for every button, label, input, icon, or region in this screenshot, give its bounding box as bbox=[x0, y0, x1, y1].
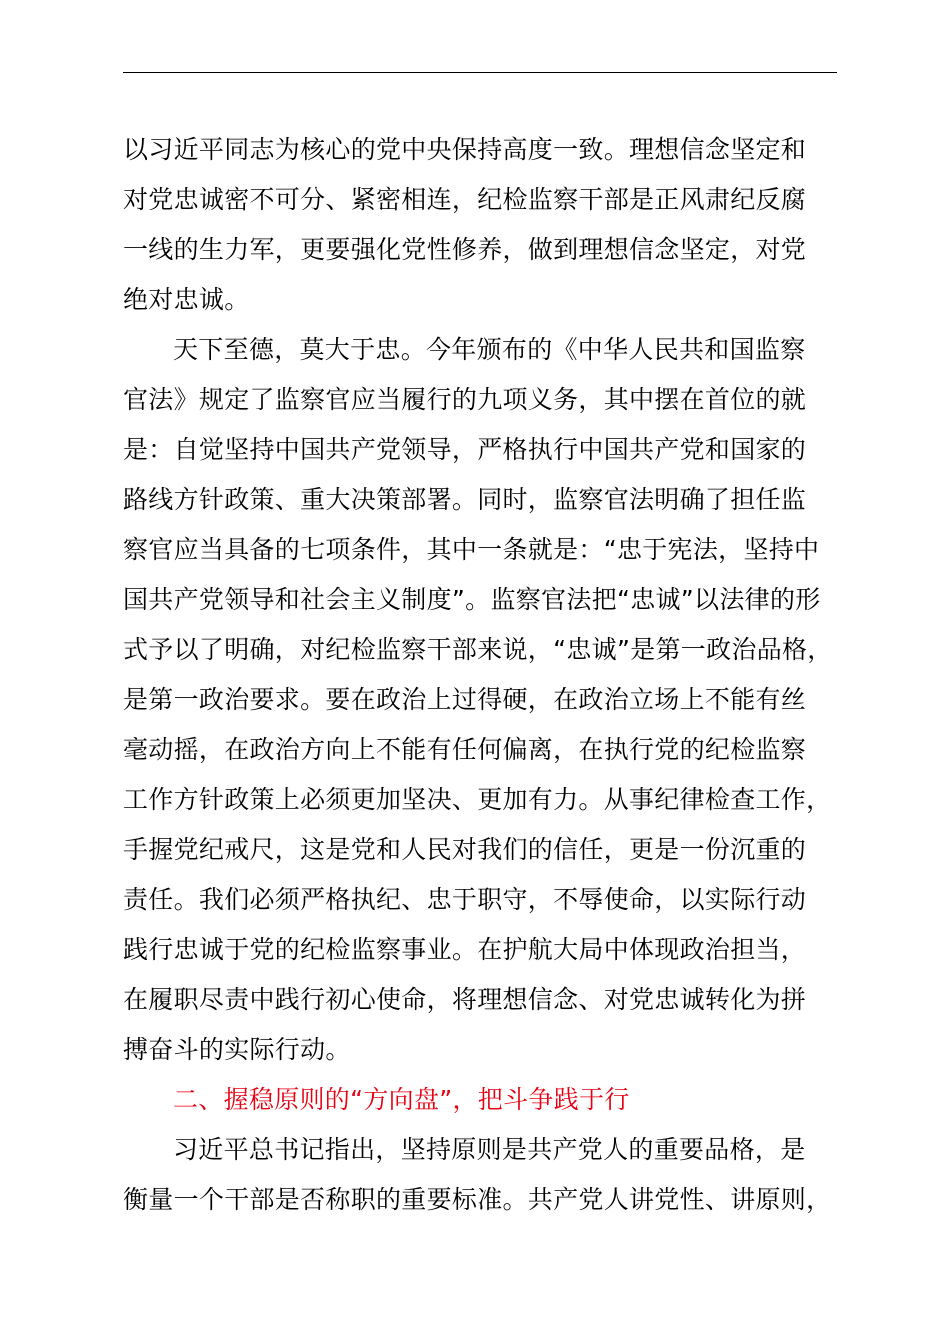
text-line: 在履职尽责中践行初心使命，将理想信念、对党忠诚转化为拼 bbox=[123, 985, 807, 1014]
section-heading: 二、握稳原则的“方向盘”，把斗争践于行 bbox=[173, 1085, 630, 1114]
paragraph-start-line: 习近平总书记指出，坚持原则是共产党人的重要品格，是 bbox=[173, 1135, 806, 1164]
text-line: 手握党纪戒尺，这是党和人民对我们的信任，更是一份沉重的 bbox=[123, 835, 807, 864]
text-line: 绝对忠诚。 bbox=[123, 285, 250, 314]
header-rule bbox=[123, 72, 837, 73]
text-line: 以习近平同志为核心的党中央保持高度一致。理想信念坚定和 bbox=[123, 135, 807, 164]
text-line: 国共产党领导和社会主义制度”。监察官法把“忠诚”以法律的形 bbox=[123, 585, 821, 614]
text-line: 察官应当具备的七项条件，其中一条就是：“忠于宪法，坚持中 bbox=[123, 535, 820, 564]
text-line: 衡量一个干部是否称职的重要标准。共产党人讲党性、讲原则， bbox=[123, 1185, 832, 1214]
text-line: 践行忠诚于党的纪检监察事业。在护航大局中体现政治担当， bbox=[123, 935, 807, 964]
text-line: 路线方针政策、重大决策部署。同时，监察官法明确了担任监 bbox=[123, 485, 807, 514]
text-line: 搏奋斗的实际行动。 bbox=[123, 1035, 351, 1064]
text-line: 工作方针政策上必须更加坚决、更加有力。从事纪律检查工作， bbox=[123, 785, 832, 814]
document-body bbox=[123, 127, 837, 1227]
text-line: 是：自觉坚持中国共产党领导，严格执行中国共产党和国家的 bbox=[123, 435, 807, 464]
text-line: 一线的生力军，更要强化党性修养，做到理想信念坚定，对党 bbox=[123, 235, 807, 264]
text-line: 责任。我们必须严格执纪、忠于职守，不辱使命，以实际行动 bbox=[123, 885, 807, 914]
paragraph-start-line: 天下至德，莫大于忠。今年颁布的《中华人民共和国监察 bbox=[173, 335, 806, 364]
text-line: 是第一政治要求。要在政治上过得硬，在政治立场上不能有丝 bbox=[123, 685, 807, 714]
text-line: 官法》规定了监察官应当履行的九项义务，其中摆在首位的就 bbox=[123, 385, 807, 414]
text-line: 毫动摇，在政治方向上不能有任何偏离，在执行党的纪检监察 bbox=[123, 735, 807, 764]
text-line: 对党忠诚密不可分、紧密相连，纪检监察干部是正风肃纪反腐 bbox=[123, 185, 807, 214]
text-line: 式予以了明确，对纪检监察干部来说，“忠诚”是第一政治品格， bbox=[123, 635, 833, 664]
